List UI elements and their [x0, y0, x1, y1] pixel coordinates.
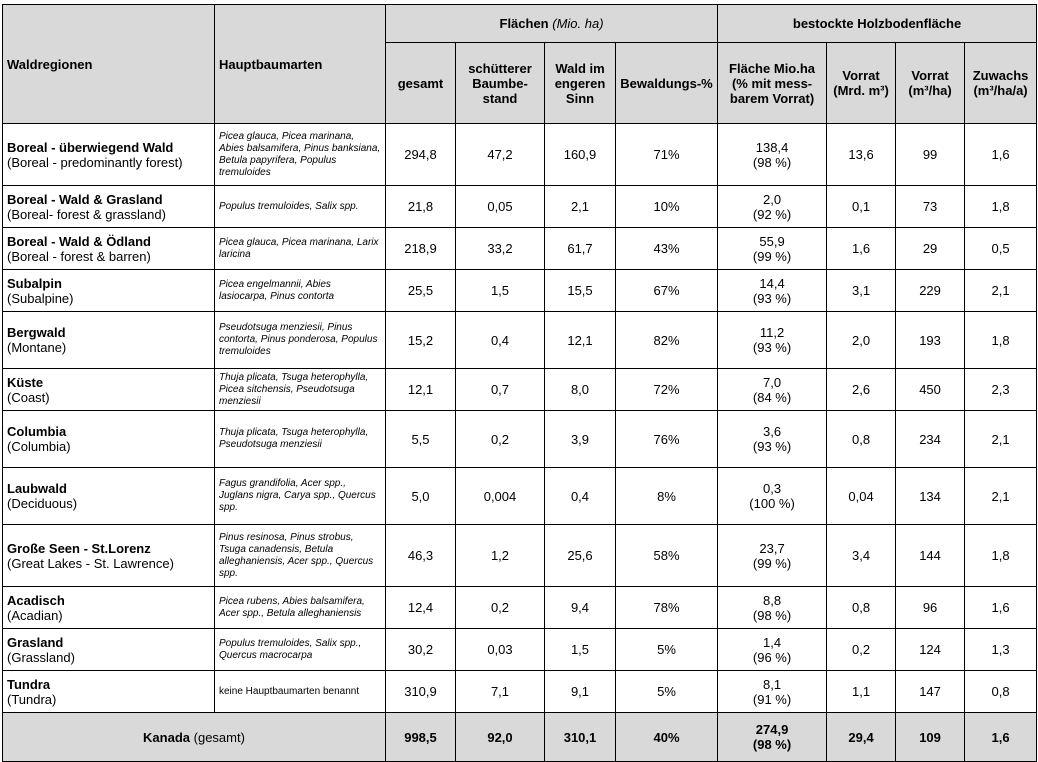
footer-label-cell [3, 713, 386, 762]
stock-ha-cell: 450 [896, 369, 965, 411]
sparse-cell: 0,7 [456, 369, 545, 411]
region-name-de: Subalpin [7, 275, 62, 291]
stock-ha-cell: 144 [896, 525, 965, 587]
stock-ha-cell: 229 [896, 270, 965, 312]
forest-cell: 9,4 [545, 587, 616, 629]
forest-cell: 61,7 [545, 228, 616, 270]
region-name-en: (Coast) [7, 389, 50, 405]
stock-ha-cell: 99 [896, 124, 965, 186]
cover-cell: 43% [616, 228, 718, 270]
growth-cell: 2,1 [965, 411, 1037, 468]
area-pct: (93 %) [752, 340, 792, 355]
area-value: 55,9 [759, 233, 785, 249]
cover-cell: 5% [616, 671, 718, 713]
growth-cell: 2,1 [965, 270, 1037, 312]
area-value: 23,7 [759, 540, 785, 556]
total-cell: 12,1 [386, 369, 456, 411]
area-value: 0,3 [763, 481, 782, 496]
footer-area-pct: (98 %) [752, 737, 792, 752]
sparse-cell: 0,004 [456, 468, 545, 525]
growth-cell: 0,5 [965, 228, 1037, 270]
region-name-en: (Montane) [7, 340, 67, 355]
area-cell [718, 312, 827, 369]
region-name-de: Küste [7, 374, 44, 390]
header-stock-ha-unit: (m³/ha) [908, 83, 952, 98]
stock-cell: 3,1 [827, 270, 896, 312]
species-cell: Thuja plicata, Tsuga heterophylla, Pseudotsuga menziesii [215, 411, 386, 468]
forest-cell: 160,9 [545, 124, 616, 186]
area-cell [718, 525, 827, 587]
total-cell: 30,2 [386, 629, 456, 671]
header-cover: Bewaldungs-% [616, 43, 718, 124]
cover-cell: 10% [616, 186, 718, 228]
region-cell [3, 629, 215, 671]
stock-cell: 0,04 [827, 468, 896, 525]
region-name-de: Boreal - Wald & Ödland [7, 233, 151, 249]
table-row [3, 411, 1037, 468]
region-name-en: (Deciduous) [7, 496, 78, 511]
region-name-en: (Boreal - predominantly forest) [7, 154, 183, 170]
growth-cell: 0,8 [965, 671, 1037, 713]
species-cell: keine Hauptbaumarten benannt [215, 671, 386, 713]
forest-cell: 12,1 [545, 312, 616, 369]
region-name-de: Bergwald [7, 325, 66, 340]
total-cell: 46,3 [386, 525, 456, 587]
area-cell [718, 369, 827, 411]
forest-cell: 15,5 [545, 270, 616, 312]
stock-cell: 1,6 [827, 228, 896, 270]
stock-cell: 0,1 [827, 186, 896, 228]
region-cell [3, 411, 215, 468]
area-cell [718, 411, 827, 468]
region-cell [3, 468, 215, 525]
region-name-de: Columbia [7, 424, 67, 439]
region-cell [3, 525, 215, 587]
growth-cell: 2,1 [965, 468, 1037, 525]
footer-area-value: 274,9 [755, 722, 789, 737]
header-group-areas-label: Flächen [499, 16, 549, 31]
species-cell: Picea rubens, Abies balsamifera, Acer spp., Betula alleghaniensis [215, 587, 386, 629]
species-cell: Pseudotsuga menziesii, Pinus contorta, Pinus ponderosa, Populus tremuloides [215, 312, 386, 369]
cover-cell: 78% [616, 587, 718, 629]
stock-cell: 13,6 [827, 124, 896, 186]
stock-cell: 0,2 [827, 629, 896, 671]
growth-cell: 1,8 [965, 312, 1037, 369]
footer-label: Kanada [143, 729, 191, 745]
growth-cell: 1,8 [965, 186, 1037, 228]
table-row [3, 468, 1037, 525]
total-cell: 12,4 [386, 587, 456, 629]
region-name-en: (Acadian) [7, 607, 63, 623]
region-name-en: (Columbia) [7, 439, 71, 454]
area-pct: (93 %) [752, 290, 792, 306]
region-name-de: Große Seen - St.Lorenz [7, 540, 151, 556]
sparse-cell: 7,1 [456, 671, 545, 713]
stock-cell: 0,8 [827, 411, 896, 468]
growth-cell: 1,6 [965, 587, 1037, 629]
species-cell: Thuja plicata, Tsuga heterophylla, Picea sitchensis, Pseudotsuga menziesii [215, 369, 386, 411]
stock-cell: 1,1 [827, 671, 896, 713]
cover-cell: 8% [616, 468, 718, 525]
stock-ha-cell: 147 [896, 671, 965, 713]
header-stock-label: Vorrat [842, 68, 880, 83]
sparse-cell: 47,2 [456, 124, 545, 186]
cover-cell: 72% [616, 369, 718, 411]
stock-ha-cell: 193 [896, 312, 965, 369]
area-cell [718, 629, 827, 671]
total-cell: 21,8 [386, 186, 456, 228]
forest-cell: 9,1 [545, 671, 616, 713]
region-name-en: (Boreal- forest & grassland) [7, 206, 166, 222]
sparse-cell: 33,2 [456, 228, 545, 270]
stock-cell: 0,8 [827, 587, 896, 629]
region-name-de: Acadisch [7, 592, 65, 608]
species-cell: Fagus grandifolia, Acer spp., Juglans nigra, Carya spp., Quercus spp. [215, 468, 386, 525]
region-name-en: (Great Lakes - St. Lawrence) [7, 555, 174, 571]
header-stock [827, 43, 896, 124]
header-growth [965, 43, 1037, 124]
footer-forest: 310,1 [545, 713, 616, 762]
region-name-en: (Tundra) [7, 691, 57, 707]
header-stock-unit: (Mrd. m³) [833, 83, 889, 98]
footer-sparse: 92,0 [456, 713, 545, 762]
header-stock-ha-label: Vorrat [911, 68, 949, 83]
stock-ha-cell: 96 [896, 587, 965, 629]
table-row [3, 671, 1037, 713]
forest-cell: 25,6 [545, 525, 616, 587]
total-cell: 5,5 [386, 411, 456, 468]
area-cell [718, 124, 827, 186]
header-sparse: schütterer Baumbe-stand [456, 43, 545, 124]
area-value: 14,4 [759, 275, 785, 291]
species-cell: Picea glauca, Picea marinana, Larix laricina [215, 228, 386, 270]
header-group-areas [386, 5, 718, 43]
area-pct: (92 %) [752, 206, 792, 222]
table-row [3, 525, 1037, 587]
forest-cell: 8,0 [545, 369, 616, 411]
area-pct: (98 %) [752, 607, 792, 623]
species-cell: Picea glauca, Picea marinana, Abies balsamifera, Pinus banksiana, Betula papyrifera, Populus tremuloides [215, 124, 386, 186]
header-area-note: (% mit mess-barem Vorrat) [729, 75, 815, 106]
header-area-unit: Mio.ha [773, 60, 816, 76]
region-name-de: Laubwald [7, 481, 67, 496]
header-stock-ha [896, 43, 965, 124]
area-value: 8,1 [763, 676, 782, 692]
region-name-de: Boreal - Wald & Grasland [7, 191, 163, 207]
region-cell [3, 587, 215, 629]
area-value: 8,8 [763, 592, 782, 608]
stock-cell: 2,6 [827, 369, 896, 411]
area-pct: (96 %) [752, 649, 792, 665]
area-value: 7,0 [763, 374, 782, 390]
area-cell [718, 270, 827, 312]
area-value: 3,6 [763, 424, 782, 439]
header-species: Hauptbaumarten [215, 5, 386, 124]
stock-ha-cell: 73 [896, 186, 965, 228]
sparse-cell: 1,2 [456, 525, 545, 587]
area-value: 1,4 [763, 634, 782, 650]
area-cell [718, 587, 827, 629]
area-value: 138,4 [755, 139, 789, 155]
species-cell: Populus tremuloides, Salix spp., Quercus macrocarpa [215, 629, 386, 671]
region-cell [3, 186, 215, 228]
area-cell [718, 468, 827, 525]
footer-stock-ha: 109 [896, 713, 965, 762]
total-cell: 218,9 [386, 228, 456, 270]
area-cell [718, 671, 827, 713]
table-row [3, 228, 1037, 270]
cover-cell: 82% [616, 312, 718, 369]
table-row [3, 312, 1037, 369]
growth-cell: 2,3 [965, 369, 1037, 411]
table-row [3, 270, 1037, 312]
header-area [718, 43, 827, 124]
species-cell: Populus tremuloides, Salix spp. [215, 186, 386, 228]
footer-total: 998,5 [386, 713, 456, 762]
region-cell [3, 369, 215, 411]
region-name-de: Grasland [7, 634, 64, 650]
total-cell: 15,2 [386, 312, 456, 369]
cover-cell: 58% [616, 525, 718, 587]
cover-cell: 76% [616, 411, 718, 468]
sparse-cell: 0,2 [456, 411, 545, 468]
stock-ha-cell: 29 [896, 228, 965, 270]
growth-cell: 1,6 [965, 124, 1037, 186]
table-row [3, 186, 1037, 228]
header-total: gesamt [386, 43, 456, 124]
sparse-cell: 0,2 [456, 587, 545, 629]
forest-cell: 3,9 [545, 411, 616, 468]
species-cell: Pinus resinosa, Pinus strobus, Tsuga canadensis, Betula alleghaniensis, Acer spp., Quercus spp. [215, 525, 386, 587]
footer-growth: 1,6 [965, 713, 1037, 762]
header-region: Waldregionen [3, 5, 215, 124]
cover-cell: 67% [616, 270, 718, 312]
header-area-label: Fläche [729, 60, 771, 76]
region-cell [3, 124, 215, 186]
sparse-cell: 1,5 [456, 270, 545, 312]
forest-cell: 1,5 [545, 629, 616, 671]
growth-cell: 1,8 [965, 525, 1037, 587]
species-cell: Picea engelmannii, Abies lasiocarpa, Pinus contorta [215, 270, 386, 312]
area-pct: (84 %) [752, 389, 792, 405]
footer-cover: 40% [616, 713, 718, 762]
total-cell: 25,5 [386, 270, 456, 312]
forest-cell: 0,4 [545, 468, 616, 525]
stock-ha-cell: 234 [896, 411, 965, 468]
header-group-stocked: bestockte Holzbodenfläche [718, 5, 1037, 43]
cover-cell: 71% [616, 124, 718, 186]
header-group-areas-unit: (Mio. ha) [552, 16, 604, 31]
footer-area [718, 713, 827, 762]
area-pct: (99 %) [752, 555, 792, 571]
growth-cell: 1,3 [965, 629, 1037, 671]
sparse-cell: 0,4 [456, 312, 545, 369]
forest-cell: 2,1 [545, 186, 616, 228]
area-value: 11,2 [759, 325, 785, 340]
region-cell [3, 671, 215, 713]
header-growth-unit: (m³/ha/a) [973, 83, 1028, 98]
header-forest: Wald im engeren Sinn [545, 43, 616, 124]
stock-ha-cell: 134 [896, 468, 965, 525]
area-pct: (91 %) [752, 691, 792, 707]
forest-regions-table [2, 4, 1037, 762]
region-cell [3, 270, 215, 312]
region-cell [3, 228, 215, 270]
region-name-en: (Subalpine) [7, 290, 74, 306]
area-pct: (99 %) [752, 248, 792, 264]
footer-label-note: (gesamt) [193, 729, 245, 745]
table-body [3, 124, 1037, 713]
area-cell [718, 228, 827, 270]
area-cell [718, 186, 827, 228]
total-cell: 310,9 [386, 671, 456, 713]
region-name-en: (Boreal - forest & barren) [7, 248, 151, 264]
table-row [3, 369, 1037, 411]
header-growth-label: Zuwachs [972, 68, 1029, 83]
table-row [3, 587, 1037, 629]
area-pct: (98 %) [752, 154, 792, 170]
stock-cell: 3,4 [827, 525, 896, 587]
stock-cell: 2,0 [827, 312, 896, 369]
region-name-de: Tundra [7, 676, 51, 692]
footer-stock: 29,4 [827, 713, 896, 762]
area-value: 2,0 [763, 191, 782, 207]
region-name-de: Boreal - überwiegend Wald [7, 139, 174, 155]
total-cell: 294,8 [386, 124, 456, 186]
area-pct: (100 %) [749, 496, 795, 511]
total-cell: 5,0 [386, 468, 456, 525]
cover-cell: 5% [616, 629, 718, 671]
stock-ha-cell: 124 [896, 629, 965, 671]
region-cell [3, 312, 215, 369]
region-name-en: (Grassland) [7, 649, 75, 665]
area-pct: (93 %) [752, 439, 792, 454]
sparse-cell: 0,05 [456, 186, 545, 228]
sparse-cell: 0,03 [456, 629, 545, 671]
table-row [3, 629, 1037, 671]
table-row [3, 124, 1037, 186]
